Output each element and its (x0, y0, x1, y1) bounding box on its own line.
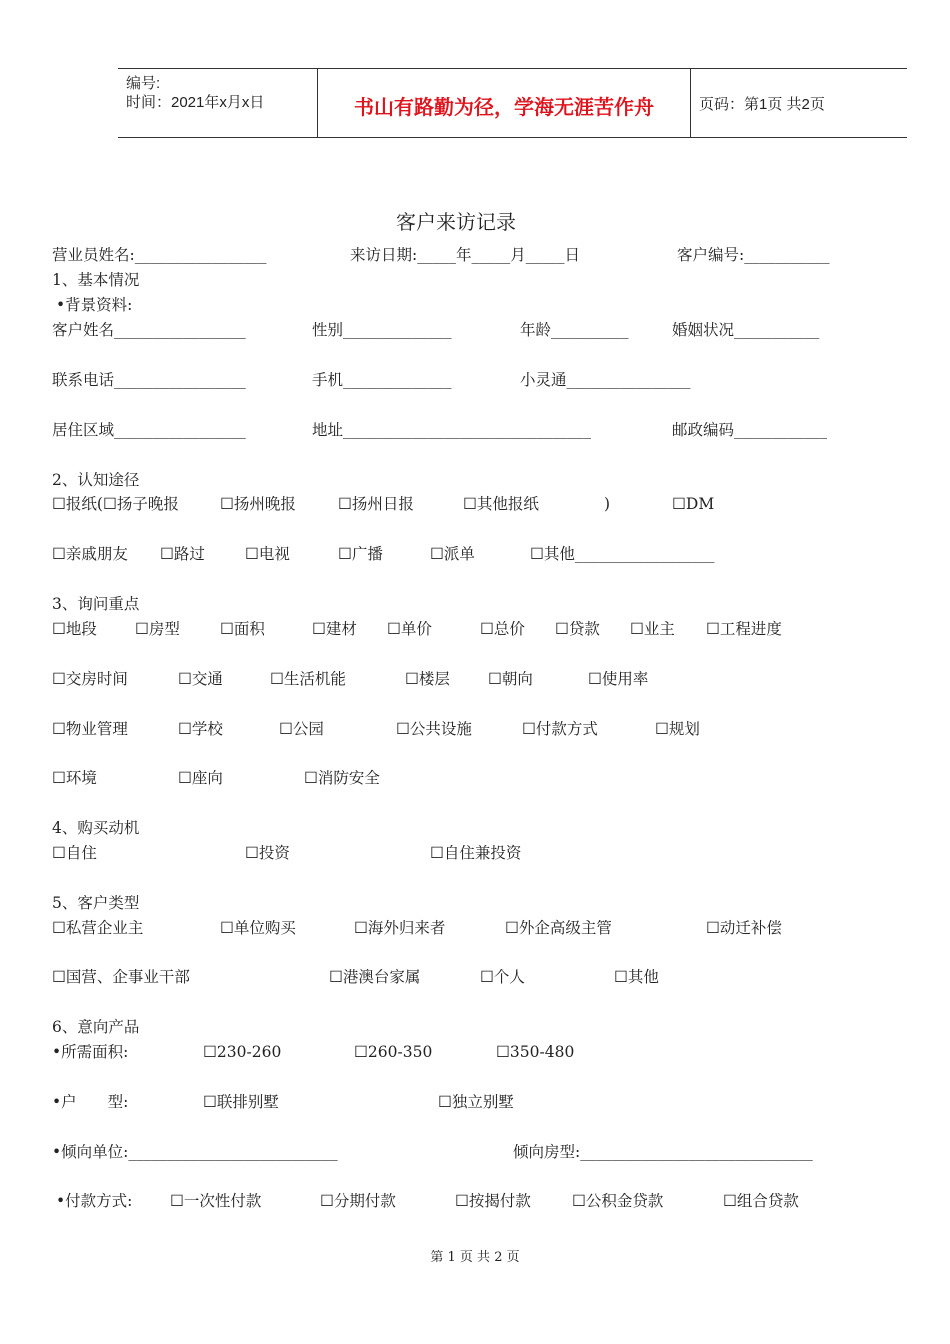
mobile-field[interactable]: 手机______________ (312, 371, 452, 389)
checkbox-option[interactable]: ☐公积金贷款 (572, 1192, 664, 1210)
sub-heading: •背景资料: (56, 296, 133, 314)
checkbox-option[interactable]: ☐贷款 (555, 620, 600, 638)
payment-label: •付款方式: (56, 1192, 133, 1210)
checkbox-option[interactable]: ☐广播 (338, 545, 383, 563)
section-heading: 6、意向产品 (52, 1018, 140, 1036)
checkbox-option[interactable]: ☐自住 (52, 844, 97, 862)
type-label: •户 型: (52, 1093, 129, 1111)
checkbox-option[interactable]: ☐公共设施 (396, 720, 472, 738)
paren-close: ) (604, 495, 611, 513)
preferred-unit-field[interactable]: •倾向单位:___________________________ (52, 1143, 338, 1161)
checkbox-option[interactable]: ☐使用率 (588, 670, 649, 688)
checkbox-option[interactable]: ☐交通 (178, 670, 223, 688)
checkbox-option[interactable]: ☐投资 (245, 844, 290, 862)
checkbox-option[interactable]: ☐独立别墅 (438, 1093, 514, 1111)
marital-field[interactable]: 婚姻状况___________ (672, 321, 820, 339)
page-footer: 第 1 页 共 2 页 (430, 1250, 520, 1265)
checkbox-option[interactable]: ☐260-350 (354, 1043, 433, 1061)
checkbox-option[interactable]: ☐其他__________________ (530, 545, 715, 563)
checkbox-option[interactable]: ☐外企高级主管 (505, 919, 612, 937)
checkbox-option[interactable]: ☐扬州日报 (338, 495, 414, 513)
checkbox-option[interactable]: ☐物业管理 (52, 720, 128, 738)
motto: 书山有路勤为径，学海无涯苦作舟 (354, 97, 654, 119)
salesperson-field[interactable]: 营业员姓名:_________________ (52, 246, 267, 264)
document-title: 客户来访记录 (396, 210, 516, 234)
checkbox-option[interactable]: ☐国营、企事业干部 (52, 968, 190, 986)
checkbox-option[interactable]: ☐工程进度 (706, 620, 782, 638)
xlt-field[interactable]: 小灵通________________ (520, 371, 691, 389)
customer-name-field[interactable]: 客户姓名_________________ (52, 321, 246, 339)
checkbox-option[interactable]: ☐电视 (245, 545, 290, 563)
header-page-cell (691, 69, 907, 137)
checkbox-option[interactable]: ☐报纸(☐扬子晚报 (52, 495, 179, 513)
checkbox-option[interactable]: ☐其他 (614, 968, 659, 986)
checkbox-option[interactable]: ☐单位购买 (220, 919, 296, 937)
checkbox-option[interactable]: ☐港澳台家属 (329, 968, 421, 986)
age-field[interactable]: 年龄__________ (520, 321, 629, 339)
checkbox-option[interactable]: ☐规划 (655, 720, 700, 738)
section-heading: 1、基本情况 (52, 271, 140, 289)
gender-field[interactable]: 性别______________ (312, 321, 452, 339)
phone-field[interactable]: 联系电话_________________ (52, 371, 246, 389)
checkbox-option[interactable]: ☐350-480 (496, 1043, 575, 1061)
checkbox-option[interactable]: ☐联排别墅 (203, 1093, 279, 1111)
preferred-layout-field[interactable]: 倾向房型:______________________________ (513, 1143, 813, 1161)
checkbox-option[interactable]: ☐自住兼投资 (430, 844, 522, 862)
checkbox-option[interactable]: ☐个人 (480, 968, 525, 986)
checkbox-option[interactable]: ☐交房时间 (52, 670, 128, 688)
checkbox-option[interactable]: ☐付款方式 (522, 720, 598, 738)
checkbox-option[interactable]: ☐建材 (312, 620, 357, 638)
zip-field[interactable]: 邮政编码____________ (672, 421, 828, 439)
section-heading: 2、认知途径 (52, 471, 140, 489)
checkbox-option[interactable]: ☐学校 (178, 720, 223, 738)
visit-date-field[interactable]: 来访日期:_____年_____月_____日 (350, 246, 580, 264)
checkbox-option[interactable]: ☐楼层 (405, 670, 450, 688)
residence-area-field[interactable]: 居住区域_________________ (52, 421, 246, 439)
checkbox-option[interactable]: ☐一次性付款 (170, 1192, 262, 1210)
checkbox-option[interactable]: ☐分期付款 (320, 1192, 396, 1210)
checkbox-option[interactable]: ☐面积 (220, 620, 265, 638)
header-info-cell (118, 69, 318, 137)
checkbox-option[interactable]: ☐消防安全 (304, 769, 380, 787)
number-label: 编号: (126, 75, 161, 92)
checkbox-option[interactable]: ☐环境 (52, 769, 97, 787)
address-field[interactable]: 地址________________________________ (312, 421, 592, 439)
checkbox-option[interactable]: ☐动迁补偿 (706, 919, 782, 937)
area-label: •所需面积: (52, 1043, 129, 1061)
checkbox-option[interactable]: ☐海外归来者 (354, 919, 446, 937)
checkbox-option[interactable]: ☐座向 (178, 769, 223, 787)
header-motto-cell (318, 69, 691, 137)
checkbox-option[interactable]: ☐地段 (52, 620, 97, 638)
checkbox-option[interactable]: ☐230-260 (203, 1043, 282, 1061)
checkbox-option[interactable]: ☐DM (672, 495, 715, 513)
checkbox-option[interactable]: ☐生活机能 (270, 670, 346, 688)
checkbox-option[interactable]: ☐其他报纸 (463, 495, 539, 513)
checkbox-option[interactable]: ☐派单 (430, 545, 475, 563)
time-label: 时间：2021年x月x日 (126, 94, 265, 111)
checkbox-option[interactable]: ☐公园 (279, 720, 324, 738)
checkbox-option[interactable]: ☐亲戚朋友 (52, 545, 128, 563)
section-heading: 5、客户类型 (52, 894, 140, 912)
checkbox-option[interactable]: ☐扬州晚报 (220, 495, 296, 513)
customer-no-field[interactable]: 客户编号:___________ (677, 246, 830, 264)
checkbox-option[interactable]: ☐朝向 (488, 670, 533, 688)
section-heading: 3、询问重点 (52, 595, 140, 613)
checkbox-option[interactable]: ☐业主 (630, 620, 675, 638)
checkbox-option[interactable]: ☐按揭付款 (455, 1192, 531, 1210)
page-header (118, 68, 907, 138)
checkbox-option[interactable]: ☐总价 (480, 620, 525, 638)
checkbox-option[interactable]: ☐单价 (387, 620, 432, 638)
page-info: 页码：第1页 共2页 (699, 96, 825, 113)
checkbox-option[interactable]: ☐房型 (135, 620, 180, 638)
checkbox-option[interactable]: ☐组合贷款 (723, 1192, 799, 1210)
section-heading: 4、购买动机 (52, 819, 140, 837)
checkbox-option[interactable]: ☐私营企业主 (52, 919, 144, 937)
checkbox-option[interactable]: ☐路过 (160, 545, 205, 563)
